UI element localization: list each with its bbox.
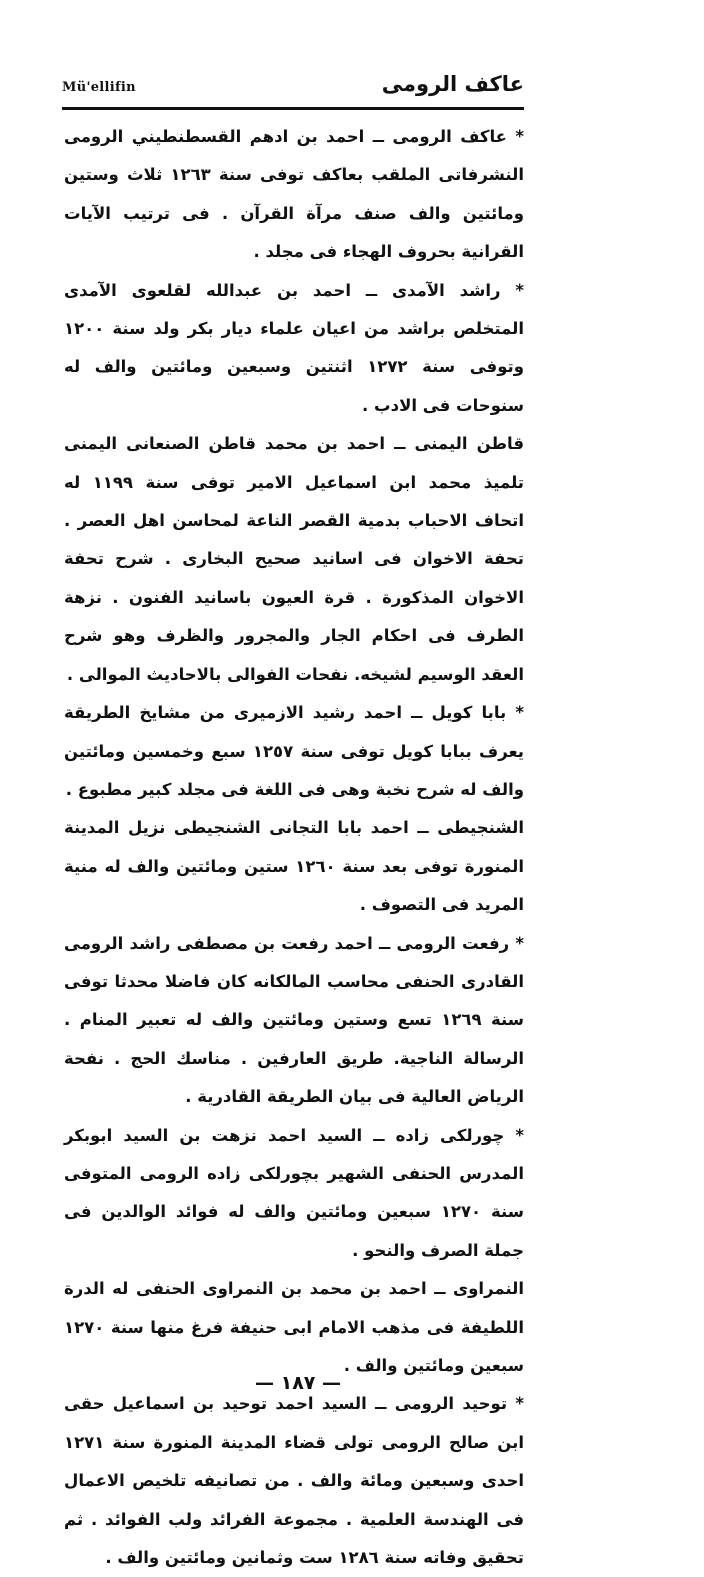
page-number: — ١٨٧ —: [254, 1372, 342, 1394]
entry-nimrawi: النمراوى ــ احمد بن محمد بن النمراوى الحنفى له الدرة اللطيفة فى مذهب الامام ابى حنيفة فرغ منها سنة ١٢٧٠ سبعين ومائتين والف .: [64, 1279, 524, 1375]
entry-rashid-amidi: * راشد الآمدى ــ احمد بن عبدالله لقلعوى الآمدى المتخلص براشد من اعيان علماء ديار بكر ولد سنة ١٢٠٠ وتوفى سنة ١٢٧٢ اثنتين وسبعين ومائتين والف له سنوحات فى الادب .: [64, 280, 524, 415]
entries-list: [64, 118, 524, 1577]
entry-baba-kuwayl: * بابا كويل ــ احمد رشيد الازميرى من مشايخ الطريقة يعرف ببابا كويل توفى سنة ١٢٥٧ سبع وخمسين ومائتين والف له شرح نخبة وهى فى اللغة فى مجلد كبير مطبوع .: [64, 703, 524, 799]
page-header: [62, 72, 524, 106]
entry-akif-rumi: * عاكف الرومى ــ احمد بن ادهم القسطنطيني الرومى النشرفاتى الملقب بعاكف توفى سنة ١٢٦٣ ثلاث وستين ومائتين والف صنف مرآة القرآن . فى ترتيب الآيات القرانية بحروف الهجاء فى مجلد .: [64, 127, 524, 262]
entry-shanjiti: الشنجيطى ــ احمد بابا التجانى الشنجيطى نزيل المدينة المنورة توفى بعد سنة ١٢٦٠ ستين ومائتين والف له منية المريد فى التصوف .: [64, 818, 524, 915]
entry-rifat-rumi: * رفعت الرومى ــ احمد رفعت بن مصطفى راشد الرومى القادرى الحنفى محاسب المالكانه كان فاضلا محدثا توفى سنة ١٢٦٩ تسع وستين ومائتين والف له تعبير المنام . الرسالة الناجية. طريق العارفين . مناسك الحج . نفحة الرياض العالية فى بيان الطريقة القادرية .: [64, 933, 524, 1107]
entry-tawhid-rumi: * توحيد الرومى ــ السيد احمد توحيد بن اسماعيل حقى ابن صالح الرومى تولى قضاء المدينة المنورة سنة ١٢٧١ احدى وسبعين ومائة والف . من تصانيفه تلخيص الاعمال فى الهندسة العلمية . مجموعة الفرائد ولب الفوائد . ثم تحقيق وفاته سنة ١٢٨٦ ست وثمانين ومائتين والف .: [64, 1394, 524, 1568]
header-rule: [62, 107, 524, 110]
header-running-title-arabic: عاكف الرومى: [381, 72, 524, 96]
entry-chorluki-zade: * چورلكى زاده ــ السيد احمد نزهت بن السيد ابوبكر المدرس الحنفى الشهير بچورلكى زاده الرومى المتوفى سنة ١٢٧٠ سبعين ومائتين والف له فوائد الوالدين فى جملة الصرف والنحو .: [64, 1125, 524, 1260]
header-running-title-latin: Mü'ellifin: [62, 80, 136, 95]
entry-qatin-yamani: قاطن اليمنى ــ احمد بن محمد قاطن الصنعانى اليمنى تلميذ محمد ابن اسماعيل الامير توفى سنة ١١٩٩ له اتحاف الاحباب بدمية القصر الناعة لمحاسن اهل العصر . تحفة الاخوان فى اسانيد صحيح البخارى . شرح تحفة الاخوان المذكورة . قرة العيون باسانيد الفنون . نزهة الطرف فى احكام الجار والمجرور والظرف وهو شرح العقد الوسيم لشيخه. نفحات الفوالى بالاحاديث الموالى .: [64, 434, 525, 684]
